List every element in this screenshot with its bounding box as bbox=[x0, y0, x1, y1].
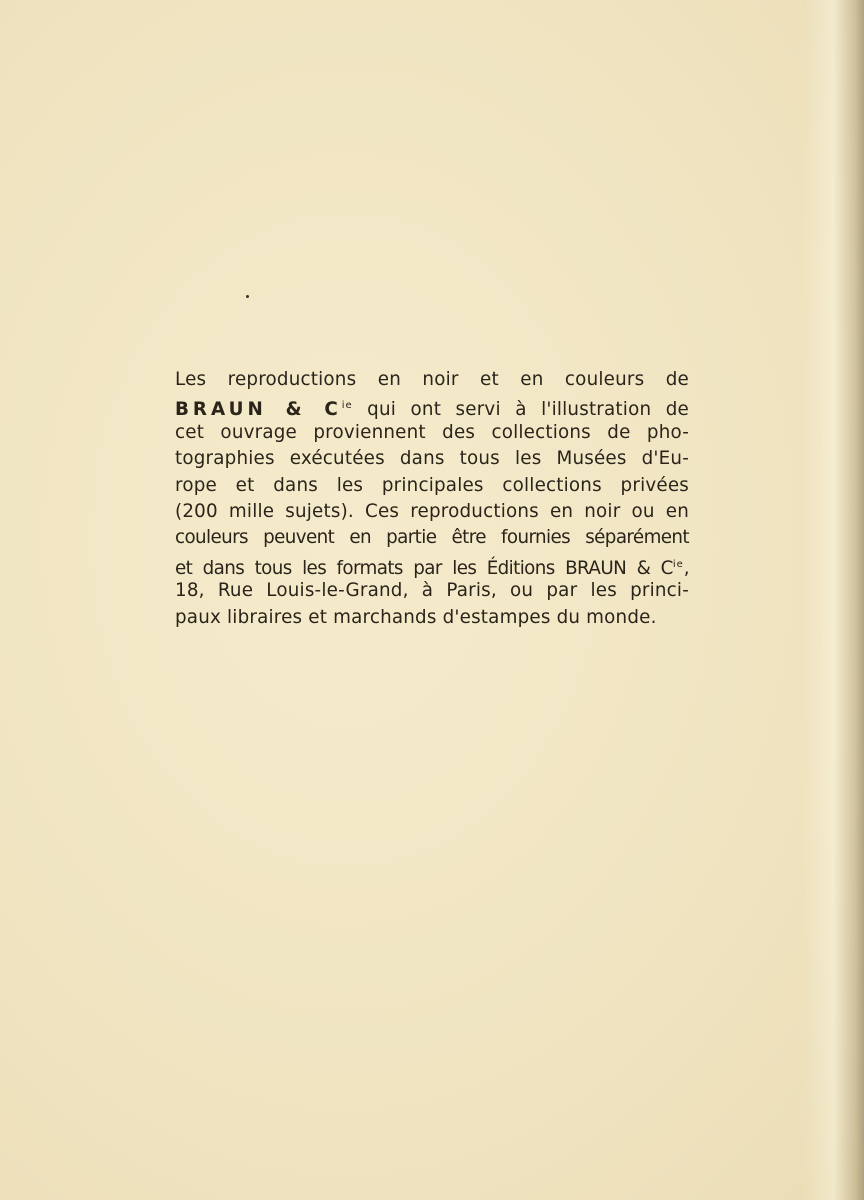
notice-line-3: cet ouvrage proviennent des collections de pho- bbox=[175, 421, 689, 443]
brand-superscript: ie bbox=[341, 400, 353, 412]
notice-line-5: rope et dans les principales collections privées bbox=[175, 474, 689, 496]
notice-line-1: Les reproductions en noir et en couleurs de bbox=[175, 369, 689, 390]
ink-speck bbox=[246, 295, 249, 298]
brand-superscript-2: ie bbox=[672, 558, 684, 570]
notice-line-2-rest: qui ont servi à l'illustration de bbox=[352, 399, 689, 421]
notice-line-8-end: , bbox=[683, 557, 689, 579]
notice-line-10: paux libraires et marchands d'estampes du monde. bbox=[175, 606, 657, 628]
notice-line-8-text: et dans tous les formats par les Éditions BRAUN & C bbox=[175, 557, 673, 579]
notice-line-4: tographies exécutées dans tous les Musées d'Eu- bbox=[175, 448, 689, 470]
notice-line-8 bbox=[175, 552, 689, 578]
notice-line-7: couleurs peuvent en partie être fournies séparément bbox=[175, 527, 689, 549]
notice-line-2 bbox=[175, 393, 689, 419]
brand-name: BRAUN & C bbox=[175, 399, 342, 421]
publisher-notice bbox=[175, 367, 689, 631]
notice-line-6: (200 mille sujets). Ces reproductions en noir ou en bbox=[175, 500, 689, 522]
notice-line-9: 18, Rue Louis-le-Grand, à Paris, ou par les princi- bbox=[175, 580, 689, 602]
